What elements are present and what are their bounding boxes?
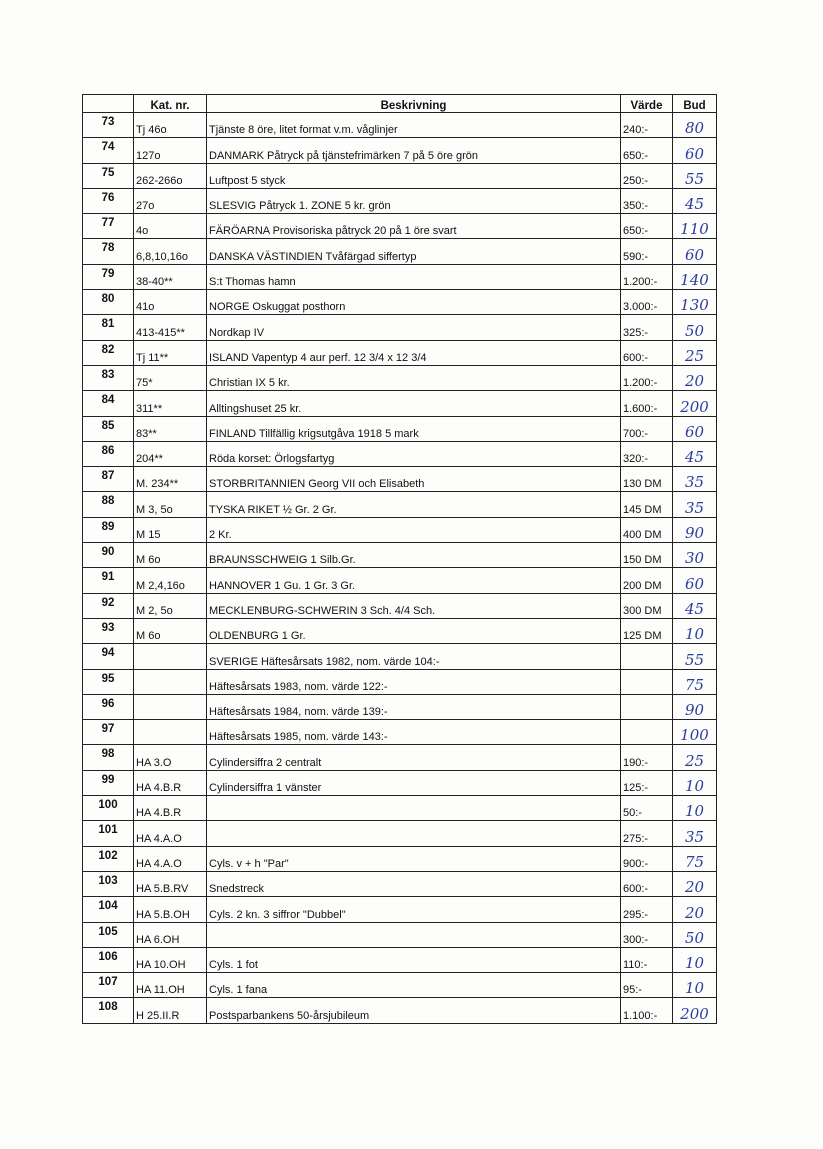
header-bid: Bud <box>673 95 717 113</box>
description: STORBRITANNIEN Georg VII och Elisabeth <box>207 467 621 492</box>
table-row <box>83 796 717 821</box>
value: 145 DM <box>621 492 673 517</box>
catalog-number: HA 4.A.O <box>134 846 207 871</box>
description: Röda korset: Örlogsfartyg <box>207 441 621 466</box>
handwritten-bid: 30 <box>673 543 717 568</box>
table-row <box>83 593 717 618</box>
value: 600:- <box>621 871 673 896</box>
handwritten-bid: 10 <box>673 770 717 795</box>
header-catalog-number: Kat. nr. <box>134 95 207 113</box>
table-row <box>83 391 717 416</box>
description: 2 Kr. <box>207 517 621 542</box>
table-row <box>83 644 717 669</box>
value: 130 DM <box>621 467 673 492</box>
lot-number: 94 <box>83 644 134 669</box>
description: TYSKA RIKET ½ Gr. 2 Gr. <box>207 492 621 517</box>
catalog-number: 83** <box>134 416 207 441</box>
lot-rows <box>83 113 717 1024</box>
catalog-number: 127o <box>134 138 207 163</box>
catalog-number <box>134 720 207 745</box>
catalog-number: HA 11.OH <box>134 973 207 998</box>
handwritten-bid: 60 <box>673 568 717 593</box>
lot-number: 92 <box>83 593 134 618</box>
value: 1.100:- <box>621 998 673 1023</box>
catalog-number <box>134 694 207 719</box>
description: Tjänste 8 öre, litet format v.m. våglinjer <box>207 113 621 138</box>
description: Snedstreck <box>207 871 621 896</box>
catalog-number: 6,8,10,16o <box>134 239 207 264</box>
value: 590:- <box>621 239 673 264</box>
table-row <box>83 517 717 542</box>
table-row <box>83 188 717 213</box>
table-row <box>83 315 717 340</box>
table-row <box>83 543 717 568</box>
handwritten-bid: 90 <box>673 517 717 542</box>
catalog-number: HA 4.A.O <box>134 821 207 846</box>
table-row <box>83 770 717 795</box>
lot-number: 81 <box>83 315 134 340</box>
value: 320:- <box>621 441 673 466</box>
handwritten-bid: 90 <box>673 694 717 719</box>
description: Häftesårsats 1985, nom. värde 143:- <box>207 720 621 745</box>
description <box>207 821 621 846</box>
table-row <box>83 113 717 138</box>
catalog-number: 75* <box>134 365 207 390</box>
header-description: Beskrivning <box>207 95 621 113</box>
table-row <box>83 492 717 517</box>
handwritten-bid: 110 <box>673 214 717 239</box>
value: 250:- <box>621 163 673 188</box>
catalog-number: HA 4.B.R <box>134 796 207 821</box>
lot-number: 90 <box>83 543 134 568</box>
catalog-number: 413-415** <box>134 315 207 340</box>
lot-number: 82 <box>83 340 134 365</box>
handwritten-bid: 45 <box>673 441 717 466</box>
lot-number: 79 <box>83 264 134 289</box>
auction-lot-sheet <box>82 94 716 1024</box>
description: MECKLENBURG-SCHWERIN 3 Sch. 4/4 Sch. <box>207 593 621 618</box>
table-row <box>83 214 717 239</box>
description: FÄRÖARNA Provisoriska påtryck 20 på 1 öre svart <box>207 214 621 239</box>
table-row <box>83 568 717 593</box>
handwritten-bid: 100 <box>673 720 717 745</box>
value: 190:- <box>621 745 673 770</box>
catalog-number: M 6o <box>134 618 207 643</box>
lot-number: 98 <box>83 745 134 770</box>
table-row <box>83 922 717 947</box>
catalog-number: 262-266o <box>134 163 207 188</box>
value: 300 DM <box>621 593 673 618</box>
header-value: Värde <box>621 95 673 113</box>
value: 400 DM <box>621 517 673 542</box>
table-row <box>83 365 717 390</box>
handwritten-bid: 35 <box>673 492 717 517</box>
description: Cyls. v + h "Par" <box>207 846 621 871</box>
lot-number: 87 <box>83 467 134 492</box>
description: DANSKA VÄSTINDIEN Tvåfärgad siffertyp <box>207 239 621 264</box>
catalog-number: H 25.II.R <box>134 998 207 1023</box>
catalog-number: M 6o <box>134 543 207 568</box>
table-row <box>83 467 717 492</box>
description: S:t Thomas hamn <box>207 264 621 289</box>
lot-number: 84 <box>83 391 134 416</box>
catalog-number: HA 10.OH <box>134 947 207 972</box>
lot-number: 108 <box>83 998 134 1023</box>
description: BRAUNSSCHWEIG 1 Silb.Gr. <box>207 543 621 568</box>
catalog-number: 27o <box>134 188 207 213</box>
catalog-number: HA 5.B.OH <box>134 897 207 922</box>
table-row <box>83 821 717 846</box>
handwritten-bid: 20 <box>673 871 717 896</box>
table-row <box>83 973 717 998</box>
handwritten-bid: 20 <box>673 897 717 922</box>
handwritten-bid: 45 <box>673 188 717 213</box>
lot-number: 80 <box>83 290 134 315</box>
table-row <box>83 618 717 643</box>
value: 700:- <box>621 416 673 441</box>
value: 275:- <box>621 821 673 846</box>
catalog-number: Tj 11** <box>134 340 207 365</box>
catalog-number: HA 4.B.R <box>134 770 207 795</box>
lot-number: 106 <box>83 947 134 972</box>
description: Cyls. 1 fot <box>207 947 621 972</box>
value: 240:- <box>621 113 673 138</box>
value: 900:- <box>621 846 673 871</box>
header-row <box>83 95 717 113</box>
lot-number: 89 <box>83 517 134 542</box>
handwritten-bid: 60 <box>673 138 717 163</box>
lot-number: 78 <box>83 239 134 264</box>
description <box>207 796 621 821</box>
table-row <box>83 441 717 466</box>
handwritten-bid: 55 <box>673 163 717 188</box>
description: SLESVIG Påtryck 1. ZONE 5 kr. grön <box>207 188 621 213</box>
description <box>207 922 621 947</box>
lot-number: 104 <box>83 897 134 922</box>
header-lot-number <box>83 95 134 113</box>
value: 200 DM <box>621 568 673 593</box>
table-row <box>83 340 717 365</box>
value: 95:- <box>621 973 673 998</box>
lot-number: 76 <box>83 188 134 213</box>
value: 1.200:- <box>621 264 673 289</box>
catalog-number: HA 5.B.RV <box>134 871 207 896</box>
table-row <box>83 846 717 871</box>
lot-number: 96 <box>83 694 134 719</box>
lot-number: 99 <box>83 770 134 795</box>
lot-number: 100 <box>83 796 134 821</box>
value: 125:- <box>621 770 673 795</box>
value: 650:- <box>621 214 673 239</box>
handwritten-bid: 25 <box>673 745 717 770</box>
table-row <box>83 416 717 441</box>
description: Cyls. 2 kn. 3 siffror "Dubbel" <box>207 897 621 922</box>
handwritten-bid: 20 <box>673 365 717 390</box>
handwritten-bid: 130 <box>673 290 717 315</box>
table-row <box>83 745 717 770</box>
lot-number: 83 <box>83 365 134 390</box>
value: 650:- <box>621 138 673 163</box>
value: 3.000:- <box>621 290 673 315</box>
lot-number: 77 <box>83 214 134 239</box>
description: Christian IX 5 kr. <box>207 365 621 390</box>
catalog-number: M 15 <box>134 517 207 542</box>
value <box>621 644 673 669</box>
value <box>621 720 673 745</box>
lot-number: 73 <box>83 113 134 138</box>
value: 600:- <box>621 340 673 365</box>
table-row <box>83 897 717 922</box>
handwritten-bid: 10 <box>673 973 717 998</box>
handwritten-bid: 60 <box>673 416 717 441</box>
handwritten-bid: 45 <box>673 593 717 618</box>
value: 150 DM <box>621 543 673 568</box>
handwritten-bid: 10 <box>673 796 717 821</box>
description: Nordkap IV <box>207 315 621 340</box>
catalog-number: Tj 46o <box>134 113 207 138</box>
table-row <box>83 947 717 972</box>
catalog-number: HA 6.OH <box>134 922 207 947</box>
lot-number: 74 <box>83 138 134 163</box>
handwritten-bid: 140 <box>673 264 717 289</box>
value <box>621 694 673 719</box>
value: 110:- <box>621 947 673 972</box>
lot-number: 88 <box>83 492 134 517</box>
description: Cyls. 1 fana <box>207 973 621 998</box>
catalog-number: M 2,4,16o <box>134 568 207 593</box>
table-row <box>83 163 717 188</box>
handwritten-bid: 50 <box>673 922 717 947</box>
description: Cylindersiffra 2 centralt <box>207 745 621 770</box>
catalog-number: 41o <box>134 290 207 315</box>
catalog-number: M 2, 5o <box>134 593 207 618</box>
table-row <box>83 998 717 1023</box>
catalog-number <box>134 669 207 694</box>
table-row <box>83 669 717 694</box>
lot-table <box>82 94 717 1024</box>
description: Postsparbankens 50-årsjubileum <box>207 998 621 1023</box>
lot-number: 107 <box>83 973 134 998</box>
table-row <box>83 694 717 719</box>
lot-number: 103 <box>83 871 134 896</box>
handwritten-bid: 35 <box>673 467 717 492</box>
handwritten-bid: 55 <box>673 644 717 669</box>
value: 350:- <box>621 188 673 213</box>
description: NORGE Oskuggat posthorn <box>207 290 621 315</box>
value: 50:- <box>621 796 673 821</box>
value: 125 DM <box>621 618 673 643</box>
description: Häftesårsats 1983, nom. värde 122:- <box>207 669 621 694</box>
handwritten-bid: 200 <box>673 998 717 1023</box>
handwritten-bid: 75 <box>673 669 717 694</box>
table-row <box>83 720 717 745</box>
lot-number: 102 <box>83 846 134 871</box>
description: FINLAND Tillfällig krigsutgåva 1918 5 mark <box>207 416 621 441</box>
lot-number: 105 <box>83 922 134 947</box>
description: DANMARK Påtryck på tjänstefrimärken 7 på 5 öre grön <box>207 138 621 163</box>
handwritten-bid: 60 <box>673 239 717 264</box>
handwritten-bid: 80 <box>673 113 717 138</box>
lot-number: 93 <box>83 618 134 643</box>
lot-number: 86 <box>83 441 134 466</box>
handwritten-bid: 10 <box>673 618 717 643</box>
description: Häftesårsats 1984, nom. värde 139:- <box>207 694 621 719</box>
lot-number: 85 <box>83 416 134 441</box>
handwritten-bid: 200 <box>673 391 717 416</box>
description: Cylindersiffra 1 vänster <box>207 770 621 795</box>
catalog-number: HA 3.O <box>134 745 207 770</box>
handwritten-bid: 25 <box>673 340 717 365</box>
handwritten-bid: 75 <box>673 846 717 871</box>
table-row <box>83 264 717 289</box>
lot-number: 101 <box>83 821 134 846</box>
catalog-number: M. 234** <box>134 467 207 492</box>
description: OLDENBURG 1 Gr. <box>207 618 621 643</box>
catalog-number <box>134 644 207 669</box>
description: ISLAND Vapentyp 4 aur perf. 12 3/4 x 12 3/4 <box>207 340 621 365</box>
table-row <box>83 239 717 264</box>
table-row <box>83 871 717 896</box>
table-row <box>83 138 717 163</box>
description: Alltingshuset 25 kr. <box>207 391 621 416</box>
handwritten-bid: 35 <box>673 821 717 846</box>
catalog-number: 204** <box>134 441 207 466</box>
value: 1.600:- <box>621 391 673 416</box>
lot-number: 95 <box>83 669 134 694</box>
catalog-number: 38-40** <box>134 264 207 289</box>
table-row <box>83 290 717 315</box>
value: 1.200:- <box>621 365 673 390</box>
catalog-number: 311** <box>134 391 207 416</box>
catalog-number: 4o <box>134 214 207 239</box>
lot-number: 97 <box>83 720 134 745</box>
handwritten-bid: 10 <box>673 947 717 972</box>
value: 300:- <box>621 922 673 947</box>
value <box>621 669 673 694</box>
value: 295:- <box>621 897 673 922</box>
description: Luftpost 5 styck <box>207 163 621 188</box>
catalog-number: M 3, 5o <box>134 492 207 517</box>
lot-number: 91 <box>83 568 134 593</box>
description: HANNOVER 1 Gu. 1 Gr. 3 Gr. <box>207 568 621 593</box>
description: SVERIGE Häftesårsats 1982, nom. värde 104:- <box>207 644 621 669</box>
value: 325:- <box>621 315 673 340</box>
lot-number: 75 <box>83 163 134 188</box>
handwritten-bid: 50 <box>673 315 717 340</box>
